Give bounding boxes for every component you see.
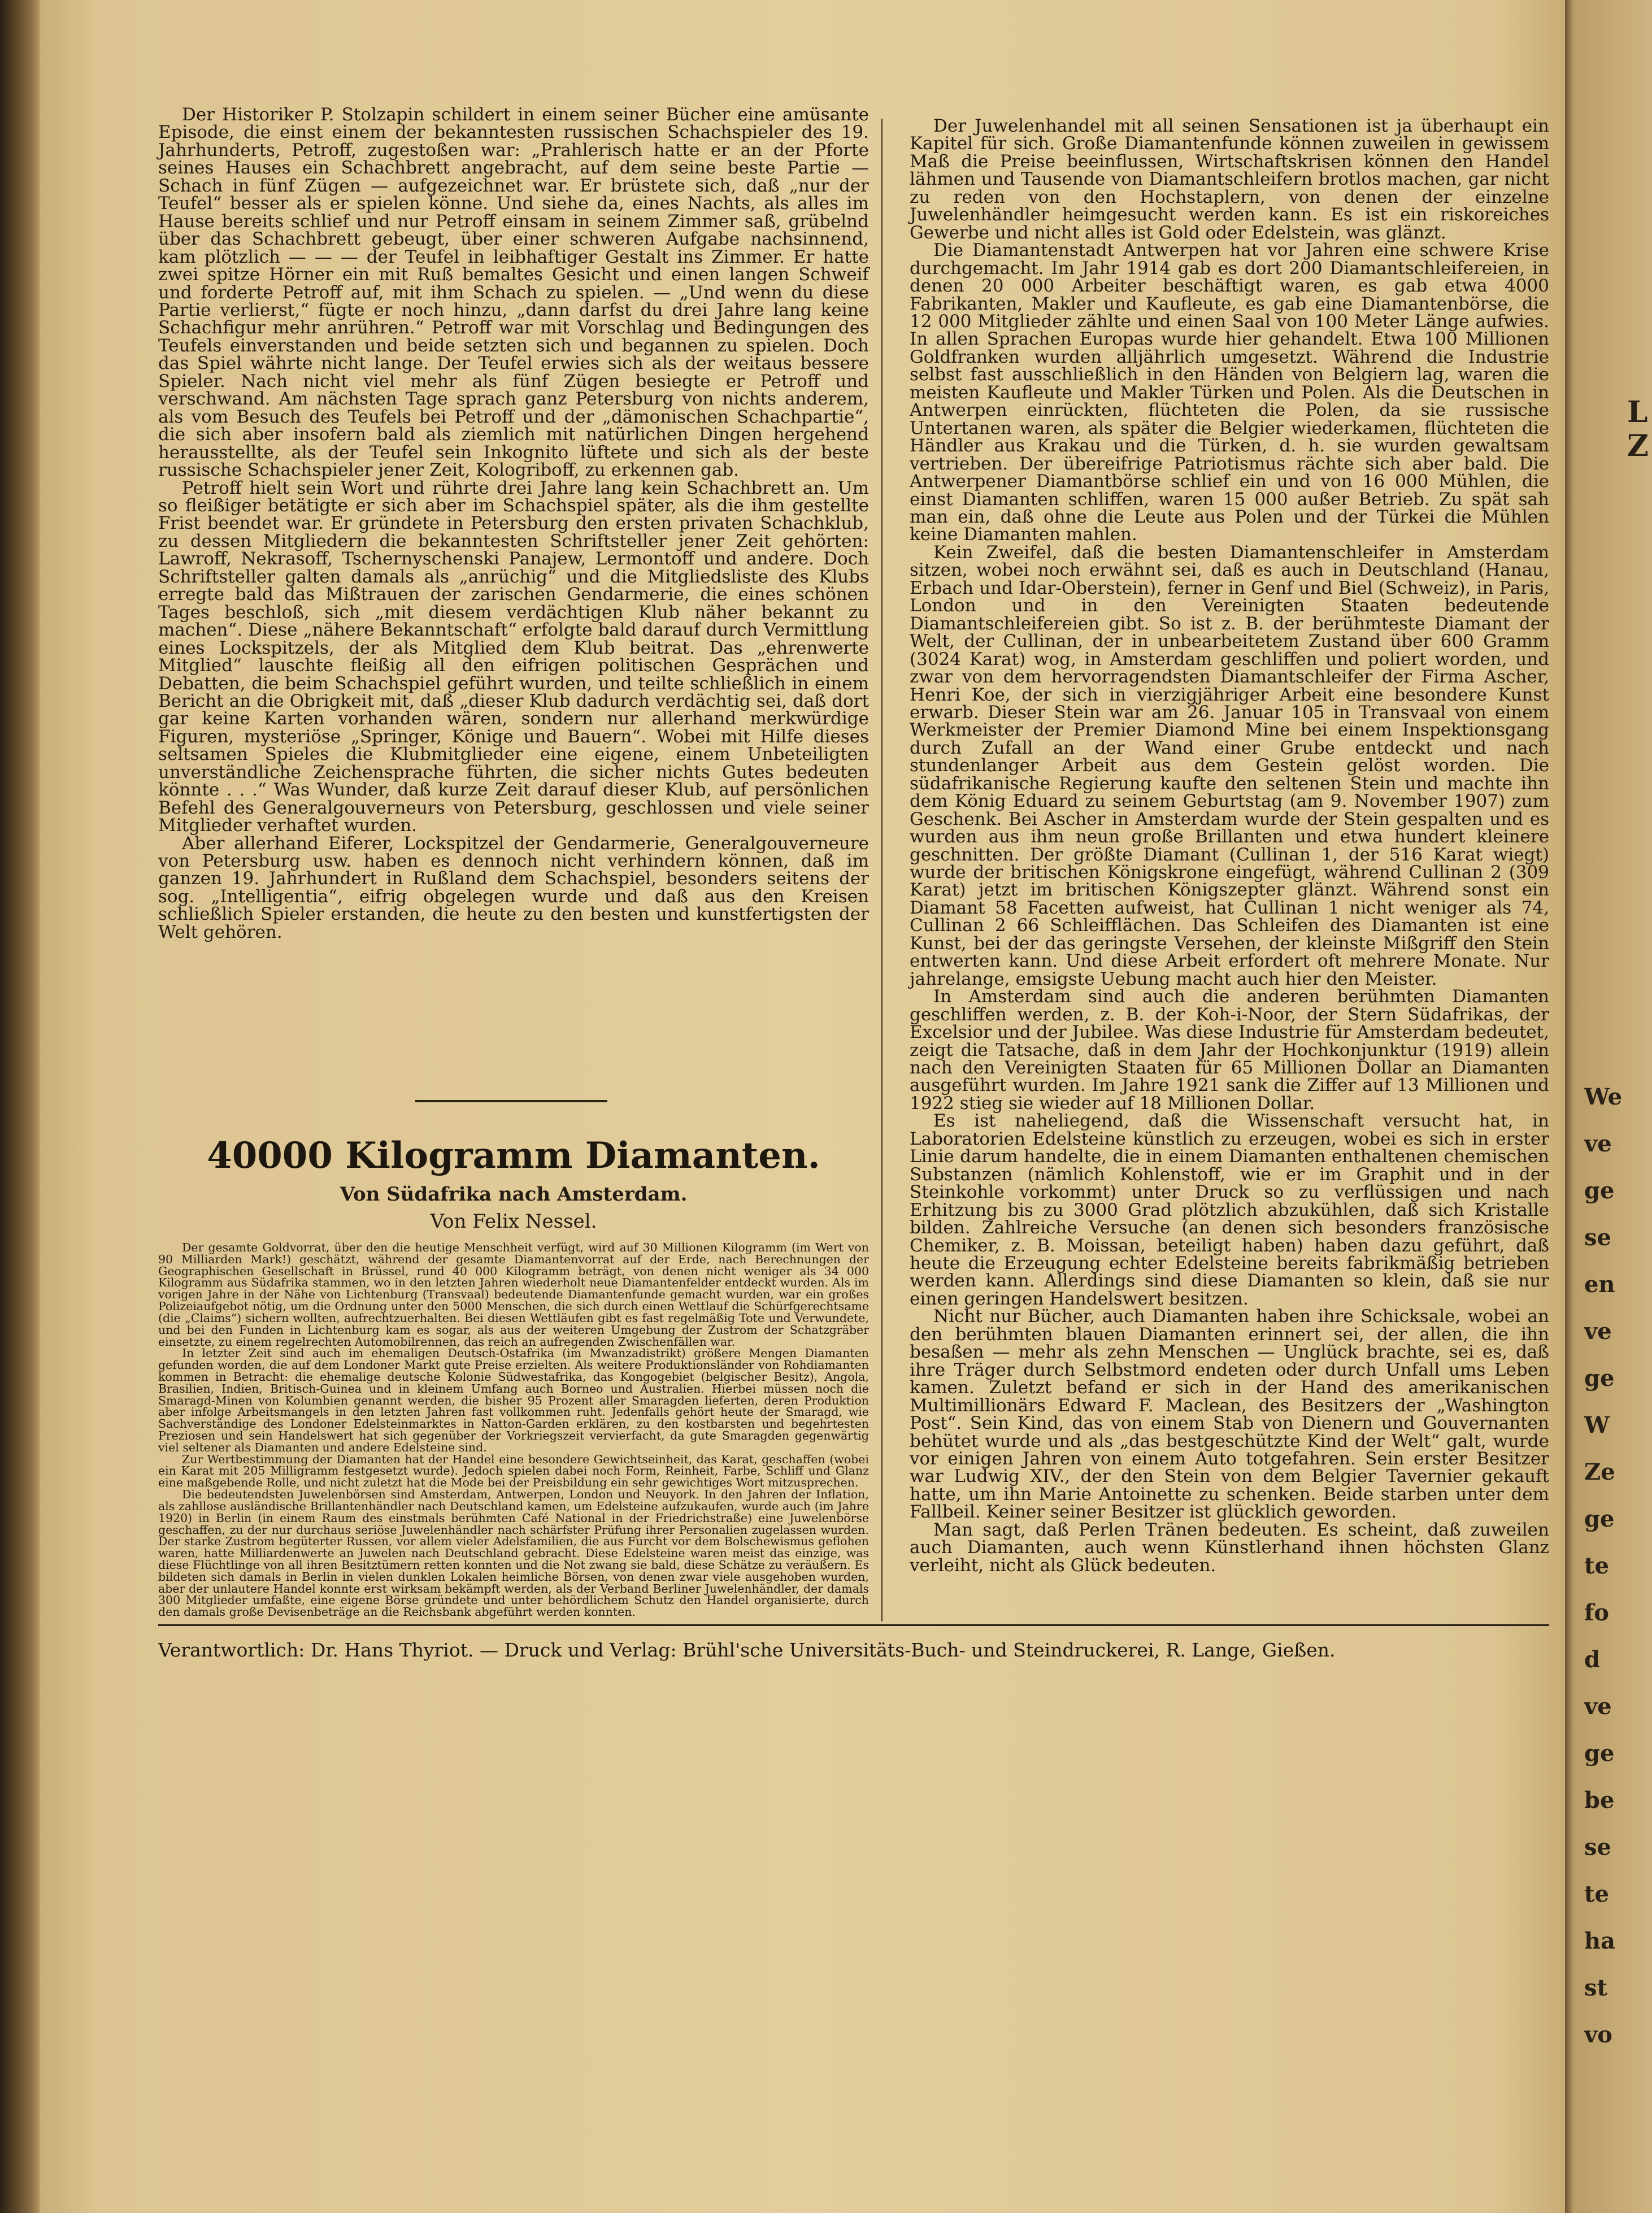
diamond-paragraph-1: Der gesamte Goldvorrat, über den die heutige Menschheit verfügt, wird auf 30 Millionen Kilogramm (im Wert von 90 Milliarden Mark!) geschätzt, während der gesamte Diamantenvorrat auf der Erde, nach Berechnungen der Geographischen Gesellschaft in Brüssel, rund 40 000 Kilogramm beträgt, von denen nicht weniger als 34 000 Kilogramm aus Südafrika stammen, wo in den letzten Jahren wiederholt neue Diamantenfelder entdeckt wurden. Als im vorigen Jahre in der Nähe von Lichtenburg (Transvaal) bedeutende Diamantenfunde gemacht wurden, war ein großes Polizeiaufgebot nötig, um die Ordnung unter den 5000 Menschen, die sich durch einen Wettlauf die Schürfgerechtsame (die „Claims“) sichern wollten, aufrechtzuerhalten. Bei diesen Wettläufen gibt es fast regelmäßig Tote und Verwundete, und bei den Funden in Lichtenburg kam es sogar, als aus der weiteren Umgebung der Zustrom der Schatzgräber einsetzte, zu einem regelrechten Automobilrennen, das reich an aufregenden Zwischenfällen war. bbox=[158, 1241, 869, 1349]
column-divider bbox=[881, 119, 882, 1621]
diamond-article-column-1 bbox=[158, 1242, 869, 1618]
chess-paragraph-2: Petroff hielt sein Wort und rührte drei Jahre lang kein Schachbrett an. Um so fleißiger betätigte er sich aber im Schachspiel später, als die ihm gestellte Frist beendet war. Er gründete in Petersburg den ersten privaten Schachklub, zu dessen Mitgliedern die bekanntesten Schriftsteller jener Zeit gehörten: Lawroff, Nekrasoff, Tschernyschenski Panajew, Lermontoff und andere. Doch Schriftsteller galten damals als „anrüchig“ und die Mitgliedsliste des Klubs erregte bald das Mißtrauen der zarischen Gendarmerie, die eines schönen Tages beschloß, sich „mit diesem verdächtigen Klub näher bekannt zu machen“. Diese „nähere Bekanntschaft“ erfolgte bald darauf durch Vermittlung eines Lockspitzels, der als Mitglied dem Klub beitrat. Das „ehrenwerte Mitglied“ lauschte fleißig all den eifrigen politischen Gesprächen und Debatten, die beim Schachspiel geführt wurden, und teilte schließlich in einem Bericht an die Obrigkeit mit, daß „dieser Klub dadurch verdächtig sei, daß dort gar keine Karten vorhanden wären, sondern nur allerhand merkwürdige Figuren, mysteriöse „Springer, Könige und Bauern“. Wobei mit Hilfe dieses seltsamen Spieles die Klubmitglieder eine eigene, einem Unbeteiligten unverständliche Zeichensprache führten, die sicher nichts Gutes bedeuten könnte . . .“ Was Wunder, daß kurze Zeit darauf dieser Klub, auf persönlichen Befehl des Generalgouverneurs von Petersburg, geschlossen und viele seiner Mitglieder verhaftet wurden. bbox=[158, 477, 869, 836]
diamond-paragraph-2: In letzter Zeit sind auch im ehemaligen Deutsch-Ostafrika (im Mwanzadistrikt) größere Mengen Diamanten gefunden worden, die auf dem Londoner Markt gute Preise erzielten. Als weitere Produktionsländer von Rohdiamanten kommen in Betracht: die ehemalige deutsche Kolonie Südwestafrika, das Kongogebiet (belgischer Besitz), Angola, Brasilien, Indien, Britisch-Guinea und in kleinem Umfang auch Borneo und Australien. Hierbei müssen noch die Smaragd-Minen von Kolumbien genannt werden, die bisher 95 Prozent aller Smaragden lieferten, deren Produktion aber infolge Arbeitsmangels in den letzten Jahren fast vollkommen ruht. Jedenfalls gehört heute der Smaragd, wie Sachverständige des Londoner Edelsteinmarktes in Natton-Garden erklären, zu den kostbarsten und begehrtesten Preziosen und sein Handelswert hat sich gegenüber der Vorkriegszeit vervierfacht, da gute Smaragden gegenwärtig viel seltener als Diamanten und andere Edelsteine sind. bbox=[158, 1346, 869, 1454]
book-spine bbox=[0, 0, 40, 2213]
imprint-footer: Verantwortlich: Dr. Hans Thyriot. — Druck und Verlag: Brühl'sche Universitäts-Buch- und Steindruckerei, R. Lange, Gießen. bbox=[158, 1639, 1336, 1661]
diamond-paragraph-5: Der Juwelenhandel mit all seinen Sensationen ist ja überhaupt ein Kapitel für sich. Große Diamantenfunde können zuweilen in gewissem Maß die Preise beeinflussen, Wirtschaftskrisen können den Handel lähmen und Tausende von Diamantschleifern brotlos machen, gar nicht zu reden von den Hochstaplern, von denen der einzelne Juwelenhändler heimgesucht werden kann. Es ist ein riskoreiches Gewerbe und nicht alles ist Gold oder Edelstein, was glänzt. bbox=[910, 116, 1549, 243]
adjacent-page-top-fragment: L Z bbox=[1627, 395, 1649, 463]
section-rule bbox=[415, 1100, 607, 1102]
diamond-paragraph-8: In Amsterdam sind auch die anderen berühmten Diamanten geschliffen werden, z. B. der Koh-i-Noor, der Stern Südafrikas, der Excelsior und der Jubilee. Was diese Industrie für Amsterdam bedeutet, zeigt die Tatsache, daß in dem Jahr der Hochkonjunktur (1919) allein nach den Vereinigten Staaten für 65 Millionen Dollar an Diamanten ausgeführt wurden. Im Jahre 1921 sank die Ziffer auf 13 Millionen und 1922 stieg sie wieder auf 18 Millionen Dollar. bbox=[910, 986, 1549, 1114]
footer-rule bbox=[158, 1624, 1549, 1626]
chess-story-column bbox=[158, 106, 869, 941]
diamond-paragraph-7: Kein Zweifel, daß die besten Diamantenschleifer in Amsterdam sitzen, wobei noch erwähnt sei, daß es auch in Deutschland (Hanau, Erbach und Idar-Oberstein), ferner in Genf und Biel (Schweiz), in Paris, London und in den Vereinigten Staaten bedeutende Diamantschleifereien gibt. So ist z. B. der berühmteste Diamant der Welt, der Cullinan, der in unbearbeitetem Zustand über 600 Gramm (3024 Karat) wog, in Amsterdam geschliffen und poliert worden, und zwar von dem hervorragendsten Diamantschleifer der Firma Ascher, Henri Koe, der sich in vierzigjähriger Arbeit eine besondere Kunst erwarb. Dieser Stein war am 26. Januar 105 in Transvaal von einem Werkmeister der Premier Diamond Mine bei einem Inspektionsgang durch Zufall an der Wand einer Grube entdeckt und nach stundenlanger Arbeit aus dem Gestein gelöst worden. Die südafrikanische Regierung kaufte den seltenen Stein und machte ihn dem König Eduard zu seinem Geburtstag (am 9. November 1907) zum Geschenk. Bei Ascher in Amsterdam wurde der Stein gespalten und es wurden aus ihm neun große Brillanten und etwa hundert kleinere geschnitten. Der größte Diamant (Cullinan 1, der 516 Karat wiegt) wurde der britischen Königskrone eingefügt, während Cullinan 2 (309 Karat) jetzt im britischen Königszepter glänzt. Während sonst ein Diamant 58 Facetten aufweist, hat Cullinan 1 nicht weniger als 74, Cullinan 2 66 Schleifflächen. Das Schleifen des Diamanten ist eine Kunst, bei der das geringste Versehen, der kleinste Mißgriff den Stein entwerten kann. Und diese Arbeit erfordert oft mehrere Monate. Nur jahrelange, emsigste Uebung macht auch hier den Meister. bbox=[910, 542, 1549, 989]
article-subtitle: Von Südafrika nach Amsterdam. bbox=[340, 1183, 688, 1206]
diamond-paragraph-4: Die bedeutendsten Juwelenbörsen sind Amsterdam, Antwerpen, London und Neuyork. In den Jahren der Inflation, als zahllose ausländische Brillantenhändler nach Deutschland kamen, um Edelsteine aufzukaufen, wurde auch (im Jahre 1920) in Berlin (in einem Raum des einstmals berühmten Café National in der Friedrichstraße) eine Juwelenbörse geschaffen, zu der nur durchaus seriöse Juwelenhändler nach schärfster Prüfung ihrer Personalien zugelassen wurden. Der starke Zustrom begüterter Russen, vor allem vieler Adelsfamilien, die aus Furcht vor dem Bolschewismus geflohen waren, hatte Milliardenwerte an Juwelen nach Deutschland gebracht. Diese Edelsteine waren meist das einzige, was diese Flüchtlinge von all ihren Besitztümern retten konnten und die Not zwang sie bald, diese Schätze zu veräußern. Es bildeten sich damals in Berlin in vielen dunklen Lokalen heimliche Börsen, von denen zwar viele ausgehoben wurden, aber der unlautere Handel konnte erst wirksam bekämpft werden, als der Verband Berliner Juwelenhändler, der damals 300 Mitglieder umfaßte, eine eigene Börse gründete und unter behördlichem Schutz den Handel organisierte, durch den damals große Devisenbeträge an die Reichsbank abgeführt werden konnten. bbox=[158, 1488, 869, 1619]
adjacent-page-text-fragments: We ve ge se en ve ge W Ze ge te fo d ve ge be se te ha st vo bbox=[1584, 1084, 1623, 2048]
diamond-paragraph-11: Man sagt, daß Perlen Tränen bedeuten. Es scheint, daß zuweilen auch Diamanten, auch wenn Künstlerhand ihnen höchsten Glanz verleiht, nicht als Glück bedeuten. bbox=[910, 1519, 1549, 1576]
diamond-paragraph-6: Die Diamantenstadt Antwerpen hat vor Jahren eine schwere Krise durchgemacht. Im Jahr 1914 gab es dort 200 Diamantschleifereien, in denen 20 000 Arbeiter beschäftigt waren, es gab etwa 4000 Fabrikanten, Makler und Kaufleute, es gab eine Diamantenbörse, die 12 000 Mitglieder zählte und einen Saal von 100 Meter Länge aufwies. In allen Sprachen Europas wurde hier gehandelt. Etwa 100 Millionen Goldfranken wurden alljährlich umgesetzt. Während die Industrie selbst fast ausschließlich in den Händen von Belgiern lag, waren die meisten Kaufleute und Makler Türken und Polen. Als die Deutschen in Antwerpen einrückten, flüchteten die Polen, da sie russische Untertanen waren, als später die Belgier wiederkamen, flüchteten die Händler aus Krakau und die Türken, d. h. sie wurden gewaltsam vertrieben. Der übereifrige Patriotismus rächte sich aber bald. Die Antwerpener Diamantbörse schlief ein und von 16 000 Mühlen, die einst Diamanten schliffen, waren 15 000 außer Betrieb. Zu spät sah man ein, daß ohne die Leute aus Polen und der Türkei die Mühlen keine Diamanten mahlen. bbox=[910, 240, 1549, 545]
article-author: Von Felix Nessel. bbox=[430, 1210, 597, 1233]
adjacent-page-edge bbox=[1565, 0, 1652, 2213]
article-title: 40000 Kilogramm Diamanten. bbox=[207, 1134, 820, 1177]
diamond-paragraph-3: Zur Wertbestimmung der Diamanten hat der Handel eine besondere Gewichtseinheit, das Karat, geschaffen (wobei ein Karat mit 205 Milligramm festgesetzt wurde). Jedoch spielen dabei noch Form, Reinheit, Farbe, Schliff und Glanz eine maßgebende Rolle, und nicht zuletzt hat die Mode bei der Preisbildung ein sehr gewichtiges Wort mitzusprechen. bbox=[158, 1452, 869, 1490]
diamond-article-column-2 bbox=[910, 118, 1549, 1575]
diamond-paragraph-9: Es ist naheliegend, daß die Wissenschaft versucht hat, in Laboratorien Edelsteine künstlich zu erzeugen, wobei es sich in erster Linie darum handelte, die in einem Diamanten enthaltenen chemischen Substanzen (nämlich Kohlenstoff, wie er im Graphit und in der Steinkohle vorkommt) unter Druck so zu verflüssigen und nach Erhitzung bis zu 3000 Grad plötzlich abzukühlen, daß sich Kristalle bilden. Zahlreiche Versuche (an denen sich besonders französische Chemiker, z. B. Moissan, beteiligt haben) haben dazu geführt, daß heute die Erzeugung echter Edelsteine bereits fabrikmäßig betrieben werden kann. Allerdings sind diese Diamanten so klein, daß sie nur einen geringen Handelswert besitzen. bbox=[910, 1111, 1549, 1309]
diamond-paragraph-10: Nicht nur Bücher, auch Diamanten haben ihre Schicksale, wobei an den berühmten blauen Diamanten erinnert sei, der allen, die ihn besaßen — mehr als zehn Menschen — Unglück brachte, sei es, daß ihre Träger durch Selbstmord endeten oder durch Unfall ums Leben kamen. Zuletzt befand er sich in der Hand des amerikanischen Multimillionärs Edward F. Maclean, des Besitzers der „Washington Post“. Sein Kind, das von einem Stab von Dienern und Gouvernanten behütet wurde und als „das bestgeschützte Kind der Welt“ galt, wurde vor einigen Jahren von einem Auto totgefahren. Sein erster Besitzer war Ludwig XIV., der den Stein von dem Belgier Tavernier gekauft hatte, um ihn Marie Antoinette zu schenken. Beide starben unter dem Fallbeil. Keiner seiner Besitzer ist glücklich geworden. bbox=[910, 1306, 1549, 1523]
chess-paragraph-1: Der Historiker P. Stolzapin schildert in einem seiner Bücher eine amüsante Episode, die einst einem der bekanntesten russischen Schachspieler des 19. Jahrhunderts, Petroff, zugestoßen war: „Prahlerisch hatte er an der Pforte seines Hauses ein Schachbrett angebracht, auf dem seine beste Partie — Schach in fünf Zügen — aufgezeichnet war. Er brüstete sich, daß „nur der Teufel“ besser als er spielen könne. Und siehe da, eines Nachts, als alles im Hause bereits schlief und nur Petroff einsam in seinem Zimmer saß, grübelnd über das Schachbrett gebeugt, über einer schweren Aufgabe nachsinnend, kam plötzlich — — — der Teufel in leibhaftiger Gestalt ins Zimmer. Er hatte zwei spitze Hörner ein mit Ruß bemaltes Gesicht und einen langen Schweif und forderte Petroff auf, mit ihm Schach zu spielen. — „Und wenn du diese Partie verlierst,“ fügte er noch hinzu, „dann darfst du drei Jahre lang keine Schachfigur mehr anrühren.“ Petroff war mit Vorschlag und Bedingungen des Teufels einverstanden und beide setzten sich und begannen zu spielen. Doch das Spiel währte nicht lange. Der Teufel erwies sich als der weitaus bessere Spieler. Nach nicht viel mehr als fünf Zügen besiegte er Petroff und verschwand. Am nächsten Tage sprach ganz Petersburg von nichts anderem, als vom Besuch des Teufels bei Petroff und der „dämonischen Schachpartie“, die sich aber insofern bald als ziemlich mit natürlichen Dingen hergehend herausstellte, als der Teufel sein Inkognito lüftete und sich als der beste russische Schachspieler jener Zeit, Kologriboff, zu erkennen gab. bbox=[158, 105, 869, 481]
chess-paragraph-3: Aber allerhand Eiferer, Lockspitzel der Gendarmerie, Generalgouverneure von Petersburg usw. haben es dennoch nicht verhindern können, daß im ganzen 19. Jahrhundert in Rußland dem Schachspiel, besonders seitens der sog. „Intelligentia“, eifrig obgelegen wurde und daß aus den Kreisen schließlich Spieler erstanden, die heute zu den besten und kunstfertigsten der Welt gehören. bbox=[158, 833, 869, 942]
